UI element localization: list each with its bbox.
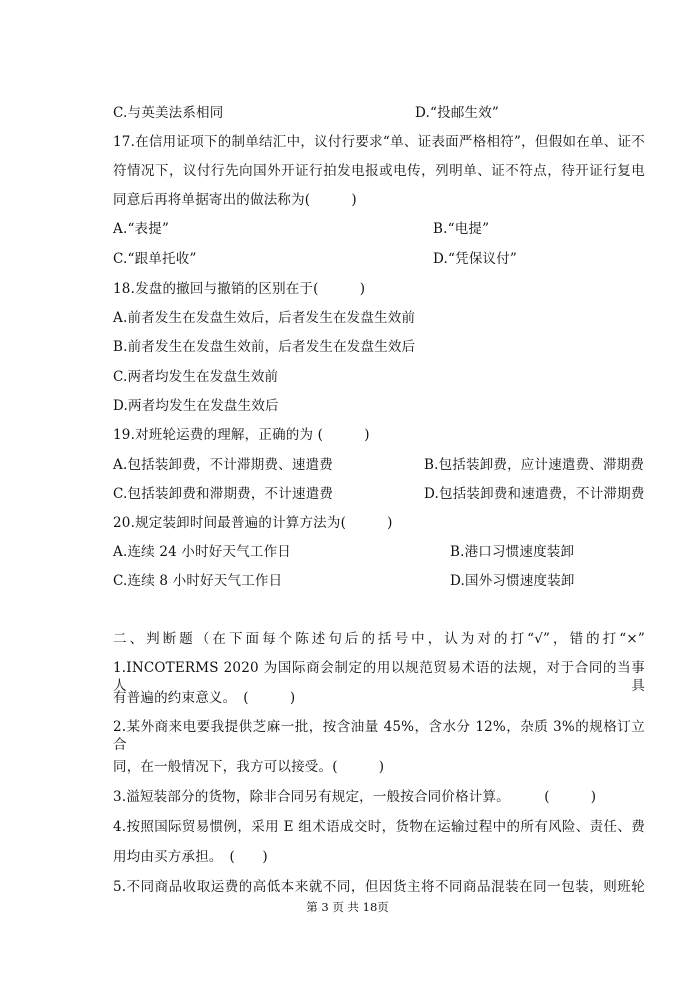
q18-option-c: C.两者均发生在发盘生效前 (113, 369, 279, 385)
tf-item-2-line-1: 2.某外商来电要我提供芝麻一批，按含油量 45%，含水分 12%，杂质 3%的规格订立合 (113, 719, 645, 753)
tf-item-5-line-1: 5.不同商品收取运费的高低本来就不同，但因货主将不同商品混装在同一包装，则班轮 (113, 879, 645, 895)
q18-stem: 18.发盘的撤回与撤销的区别在于( ) (113, 281, 366, 297)
q19-option-c: C.包括装卸费和滞期费，不计速遣费 (113, 486, 334, 502)
q17-stem-line-2: 符情况下，议付行先向国外开证行拍发电报或电传，列明单、证不符点，待开证行复电 (113, 163, 645, 179)
q17-stem-line-1: 17.在信用证项下的制单结汇中，议付行要求“单、证表面严格相符”，但假如在单、证不 (113, 134, 645, 150)
q18-option-a: A.前者发生在发盘生效后，后者发生在发盘生效前 (113, 310, 416, 326)
q17-option-c: C.“跟单托收” (113, 251, 197, 267)
tf-item-4-line-1: 4.按照国际贸易惯例，采用 E 组术语成交时，货物在运输过程中的所有风险、责任、费 (113, 819, 645, 835)
q19-option-b: B.包括装卸费，应计速遣费、滞期费 (424, 457, 645, 473)
q18-option-b: B.前者发生在发盘生效前，后者发生在发盘生效后 (113, 339, 416, 355)
q17-option-a: A.“表提” (113, 221, 170, 237)
q19-option-d: D.包括装卸费和速遣费，不计滞期费 (424, 486, 645, 502)
q20-option-a: A.连续 24 小时好天气工作日 (113, 544, 292, 560)
q20-option-b: B.港口习惯速度装卸 (450, 544, 575, 560)
tf-item-4-line-2: 用均由买方承担。 ( ) (113, 849, 268, 865)
q18-option-d: D.两者均发生在发盘生效后 (113, 398, 279, 414)
q19-stem: 19.对班轮运费的理解，正确的为 ( ) (113, 427, 370, 443)
q16-option-c: C.与英美法系相同 (113, 105, 224, 121)
tf-item-2-line-2: 同，在一般情况下，我方可以接受。( ) (113, 759, 385, 775)
tf-item-3-line-1: 3.溢短装部分的货物，除非合同另有规定，一般按合同价格计算。 ( ) (113, 789, 597, 805)
section2-heading: 二、判断题（在下面每个陈述句后的括号中，认为对的打“√”，错的打“×” (113, 631, 645, 647)
q17-option-b: B.“电提” (433, 221, 490, 237)
q16-option-d: D.“投邮生效” (415, 105, 500, 121)
tf-item-1-line-2: 有普遍的约束意义。 ( ) (113, 690, 296, 706)
q17-stem-line-3: 同意后再将单据寄出的做法称为( ) (113, 192, 357, 208)
q20-option-d: D.国外习惯速度装卸 (450, 573, 575, 589)
q20-stem: 20.规定装卸时间最普遍的计算方法为( ) (113, 515, 393, 531)
q19-option-a: A.包括装卸费，不计滞期费、速遣费 (113, 457, 333, 473)
q17-option-d: D.“凭保议付” (433, 251, 518, 267)
tf-item-1-line-1: 1.INCOTERMS 2020 为国际商会制定的用以规范贸易术语的法规，对于合同的当事人具 (113, 660, 645, 694)
q20-option-c: C.连续 8 小时好天气工作日 (113, 573, 283, 589)
page-number-footer: 第 3 页 共 18页 (306, 900, 389, 914)
